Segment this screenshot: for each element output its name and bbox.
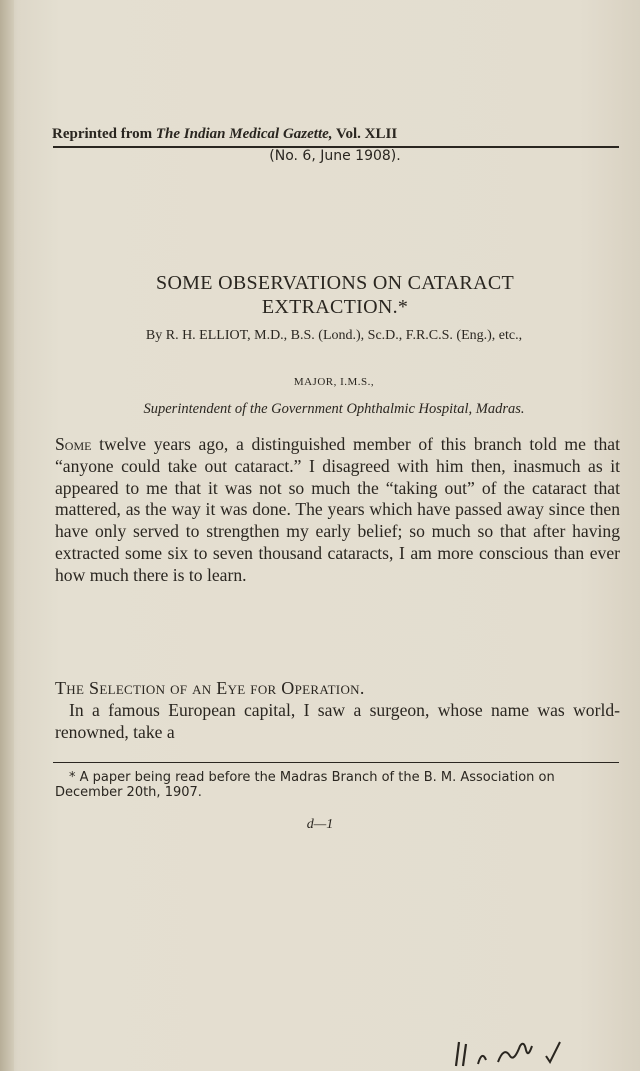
section-heading: The Selection of an Eye for Operation.: [55, 678, 365, 698]
reprint-header: [52, 126, 622, 143]
paragraph-lead: Some: [55, 434, 92, 454]
footnote-text: * A paper being read before the Madras Branch of the B. M. Association on December 20th, 1907.: [55, 770, 555, 800]
reprint-prefix: Reprinted from: [52, 126, 156, 142]
page-edge-shadow: [0, 0, 14, 1071]
signature-mark: d—1: [306, 817, 334, 832]
paragraph-2-text: In a famous European capital, I saw a surgeon, whose name was world-renowned, take a: [55, 700, 620, 742]
footnote: [55, 770, 620, 800]
title-line-1: SOME OBSERVATIONS ON CATARACT: [156, 272, 514, 294]
journal-name: The Indian Medical Gazette,: [155, 126, 333, 142]
author-rank: MAJOR, I.M.S.,: [293, 376, 375, 388]
journal-volume: Vol. XLII: [336, 126, 398, 142]
author-affiliation: Superintendent of the Government Ophthalmic Hospital, Madras.: [143, 401, 525, 417]
title-line-2: EXTRACTION.*: [261, 296, 409, 318]
article-title: [40, 271, 630, 319]
paragraph-1-text: twelve years ago, a distinguished member of this branch told me that “anyone could take out cataract.” I disagreed with him then, inasmuch as it appeared to me that it was not so much the “taking out” of the cataract that mattered, as the way it was done. The years which have passed away since then have only served to strengthen my early belief; so much so that after having extracted some six to seven thousand cataracts, I am more conscious than ever how much there is to learn.: [55, 434, 620, 585]
paragraph-1: [55, 434, 620, 587]
issue-info: (No. 6, June 1908).: [269, 148, 401, 164]
handwritten-scrawl: [448, 1036, 588, 1070]
author-byline: By R. H. ELLIOT, M.D., B.S. (Lond.), Sc.D., F.R.C.S. (Eng.), etc.,: [145, 328, 523, 343]
footnote-rule: [53, 762, 619, 763]
paragraph-2: [55, 700, 620, 744]
